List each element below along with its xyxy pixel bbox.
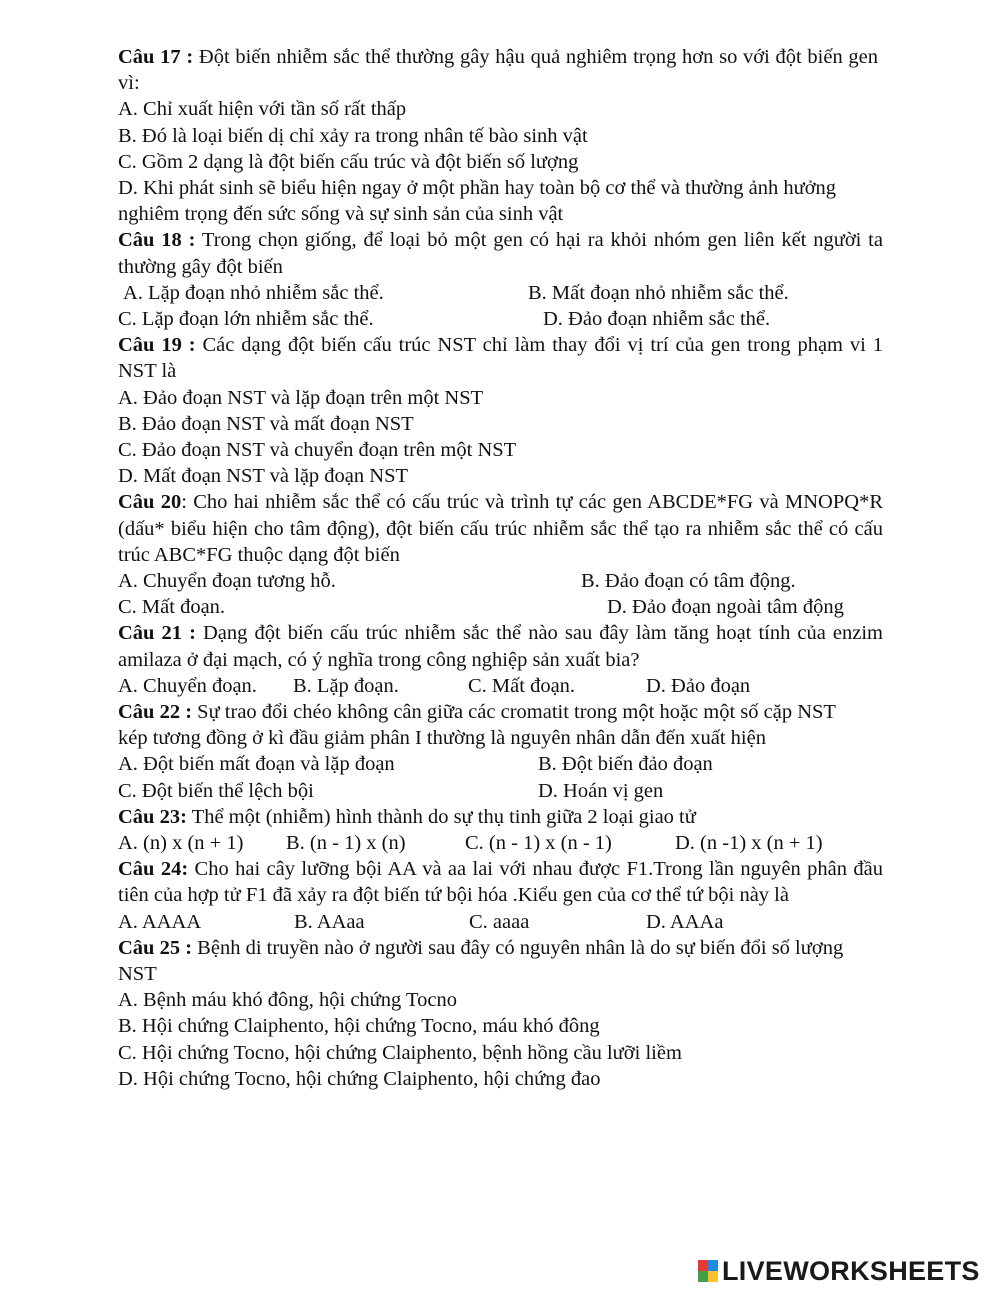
question-20-options-row-1 — [118, 568, 883, 594]
question-21-option-b[interactable]: B. Lặp đoạn. — [293, 674, 399, 697]
question-22-options-row-1 — [118, 751, 883, 777]
question-17-option-c[interactable]: C. Gồm 2 dạng là đột biến cấu trúc và đột biến số lượng — [118, 150, 579, 173]
question-19-option-b[interactable]: B. Đảo đoạn NST và mất đoạn NST — [118, 412, 414, 435]
question-20-options-row-2 — [118, 594, 883, 620]
question-23-option-d[interactable]: D. (n -1) x (n + 1) — [675, 831, 823, 854]
question-22-options-row-2 — [118, 778, 883, 804]
question-21 — [118, 620, 883, 699]
question-23-label: Câu 23: — [118, 805, 187, 828]
worksheet-content — [118, 44, 883, 1092]
question-18-option-c[interactable]: C. Lặp đoạn lớn nhiễm sắc thể. — [118, 308, 374, 331]
question-21-label: Câu 21 : — [118, 622, 196, 645]
question-23 — [118, 804, 883, 856]
question-19-option-a[interactable]: A. Đảo đoạn NST và lặp đoạn trên một NST — [118, 386, 484, 409]
question-24-option-a[interactable]: A. AAAA — [118, 910, 202, 933]
question-18 — [118, 227, 883, 332]
question-19-option-d[interactable]: D. Mất đoạn NST và lặp đoạn NST — [118, 465, 409, 488]
question-20-option-c[interactable]: C. Mất đoạn. — [118, 596, 226, 619]
question-24 — [118, 856, 883, 935]
question-19-label: Câu 19 : — [118, 334, 196, 357]
question-25 — [118, 935, 883, 1092]
question-20-option-d[interactable]: D. Đảo đoạn ngoài tâm động — [607, 596, 844, 619]
question-17-option-b[interactable]: B. Đó là loại biến dị chỉ xảy ra trong nhân tế bào sinh vật — [118, 124, 588, 147]
question-23-option-b[interactable]: B. (n - 1) x (n) — [286, 831, 406, 854]
question-19 — [118, 332, 883, 489]
question-20 — [118, 489, 883, 620]
question-22-stem: Câu 22 : Sự trao đổi chéo không cân giữa các cromatit trong một hoặc một số cặp NST kép tương đồng ở kì đầu giảm phân I thường là nguyên nhân dẫn đến xuất hiện — [118, 701, 836, 750]
question-17-stem: Câu 17 : Đột biến nhiễm sắc thể thường gây hậu quả nghiêm trọng hơn so với đột biến gen vì: — [118, 46, 878, 95]
question-22-label: Câu 22 : — [118, 701, 193, 723]
question-22-option-a[interactable]: A. Đột biến mất đoạn và lặp đoạn — [118, 753, 395, 776]
watermark-text: LIVEWORKSHEETS — [722, 1255, 980, 1286]
question-20-label: Câu 20 — [118, 491, 182, 514]
question-21-option-c[interactable]: C. Mất đoạn. — [468, 674, 576, 697]
question-17-option-a[interactable]: A. Chỉ xuất hiện với tần số rất thấp — [118, 98, 407, 121]
question-20-option-b[interactable]: B. Đảo đoạn có tâm động. — [581, 570, 796, 593]
question-18-option-d[interactable]: D. Đảo đoạn nhiễm sắc thể. — [543, 308, 771, 331]
question-20-option-a[interactable]: A. Chuyển đoạn tương hỗ. — [118, 570, 336, 593]
question-21-option-a[interactable]: A. Chuyển đoạn. — [118, 674, 257, 697]
question-20-stem: Câu 20: Cho hai nhiễm sắc thể có cấu trúc và trình tự các gen ABCDE*FG và MNOPQ*R (dấu* biểu hiện cho tâm động), đột biến cấu trúc nhiễm sắc thể tạo ra nhiễm sắc thể có cấu trúc ABC*FG thuộc dạng đột biến — [118, 491, 883, 566]
question-23-option-a[interactable]: A. (n) x (n + 1) — [118, 831, 244, 854]
question-24-option-c[interactable]: C. aaaa — [469, 910, 530, 933]
question-22-option-d[interactable]: D. Hoán vị gen — [538, 779, 664, 802]
question-24-options-row — [118, 909, 883, 935]
question-25-stem: Câu 25 : Bệnh di truyền nào ở người sau đây có nguyên nhân là do sự biến đổi số lượng NST — [118, 936, 844, 985]
question-24-stem: Câu 24: Cho hai cây lưỡng bội AA và aa lai với nhau được F1.Trong lần nguyên phân đầu tiên của hợp tử F1 đã xảy ra đột biến tứ bội hóa .Kiểu gen của cơ thể tứ bội này là — [118, 858, 883, 907]
question-24-option-d[interactable]: D. AAAa — [646, 910, 724, 933]
question-18-stem: Câu 18 : Trong chọn giống, để loại bỏ một gen có hại ra khỏi nhóm gen liên kết người ta thường gây đột biến — [118, 229, 883, 278]
question-21-options-row — [118, 673, 883, 699]
question-25-option-d[interactable]: D. Hội chứng Tocno, hội chứng Claiphento, hội chứng đao — [118, 1067, 601, 1090]
question-25-option-c[interactable]: C. Hội chứng Tocno, hội chứng Claiphento, bệnh hồng cầu lưỡi liềm — [118, 1041, 682, 1064]
question-23-stem: Câu 23: Thể một (nhiễm) hình thành do sự thụ tinh giữa 2 loại giao tử — [118, 805, 696, 828]
question-17 — [118, 44, 883, 227]
question-19-stem: Câu 19 : Các dạng đột biến cấu trúc NST chỉ làm thay đổi vị trí của gen trong phạm vi 1 NST là — [118, 334, 883, 383]
liveworksheets-logo-icon — [698, 1260, 718, 1282]
question-17-option-d[interactable]: D. Khi phát sinh sẽ biểu hiện ngay ở một phần hay toàn bộ cơ thể và thường ảnh hưởng nghiêm trọng đến sức sống và sự sinh sản của sinh vật — [118, 177, 837, 226]
question-24-label: Câu 24: — [118, 858, 189, 881]
liveworksheets-watermark — [698, 1256, 980, 1286]
question-22 — [118, 699, 883, 804]
question-23-option-c[interactable]: C. (n - 1) x (n - 1) — [465, 831, 612, 854]
question-18-options-row-2 — [118, 306, 883, 332]
question-18-option-b[interactable]: B. Mất đoạn nhỏ nhiễm sắc thể. — [528, 281, 789, 304]
question-17-label: Câu 17 : — [118, 46, 194, 68]
question-21-stem: Câu 21 : Dạng đột biến cấu trúc nhiễm sắc thể nào sau đây làm tăng hoạt tính của enzim amilaza ở đại mạch, có ý nghĩa trong công nghiệp sản xuất bia? — [118, 622, 884, 671]
question-21-option-d[interactable]: D. Đảo đoạn — [646, 674, 751, 697]
question-22-option-c[interactable]: C. Đột biến thể lệch bội — [118, 779, 314, 802]
question-19-option-c[interactable]: C. Đảo đoạn NST và chuyển đoạn trên một NST — [118, 439, 517, 462]
question-25-label: Câu 25 : — [118, 936, 193, 959]
question-18-options-row-1 — [118, 280, 883, 306]
question-18-option-a[interactable]: A. Lặp đoạn nhỏ nhiễm sắc thể. — [123, 281, 384, 304]
question-18-label: Câu 18 : — [118, 229, 196, 252]
question-25-option-a[interactable]: A. Bệnh máu khó đông, hội chứng Tocno — [118, 989, 457, 1012]
question-25-option-b[interactable]: B. Hội chứng Claiphento, hội chứng Tocno, máu khó đông — [118, 1015, 600, 1038]
question-24-option-b[interactable]: B. AAaa — [294, 910, 365, 933]
question-23-options-row — [118, 830, 883, 856]
question-22-option-b[interactable]: B. Đột biến đảo đoạn — [538, 753, 713, 776]
